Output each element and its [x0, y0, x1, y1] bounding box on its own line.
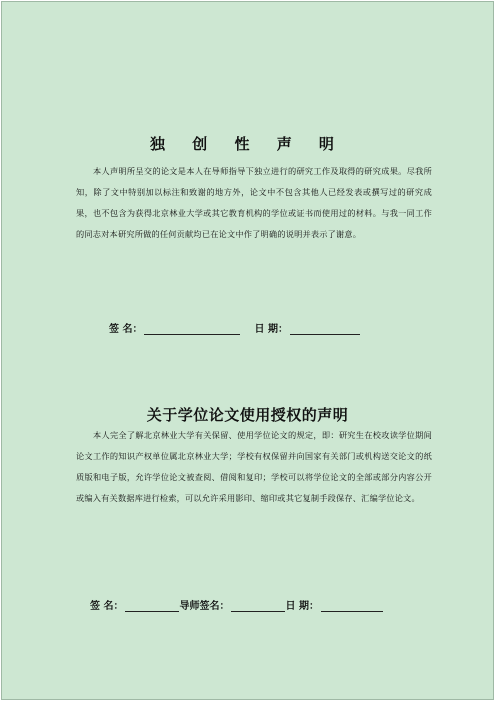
- authorization-statement-title: 关于学位论文使用授权的声明: [146, 406, 349, 424]
- signature-label: 签 名：: [109, 324, 143, 335]
- signature-line[interactable]: [125, 599, 179, 612]
- originality-statement-title: 独 创 性 声 明: [150, 135, 345, 153]
- originality-statement-body: 本人声明所呈交的论文是本人在导师指导下独立进行的研究工作及取得的研究成果。尽我所知，除了文中特别加以标注和致谢的地方外，论文中不包含其他人已经发表或撰写过的研究成果，也不包含为获得北京林业大学或其它教育机构的学位或证书而使用过的材料。与我一同工作的同志对本研究所做的任何贡献均已在论文中作了明确的说明并表示了谢意。: [76, 166, 432, 239]
- date-label: 日 期：: [285, 601, 319, 612]
- advisor-signature-label: 导师签名：: [179, 601, 230, 612]
- signature-label: 签 名：: [90, 601, 124, 612]
- date-label: 日 期：: [254, 324, 288, 335]
- originality-signature-row: [109, 320, 360, 335]
- signature-line[interactable]: [144, 322, 240, 335]
- advisor-signature-line[interactable]: [231, 599, 285, 612]
- authorization-signature-row: [90, 597, 383, 612]
- authorization-statement-body: 本人完全了解北京林业大学有关保留、使用学位论文的规定，即：研究生在校攻读学位期间论文工作的知识产权单位属北京林业大学；学校有权保留并向国家有关部门或机构送交论文的纸质版和电子版，允许学位论文被查阅、借阅和复印；学校可以将学位论文的全部或部分内容公开或编入有关数据库进行检索，可以允许采用影印、缩印或其它复制手段保存、汇编学位论文。: [76, 430, 432, 503]
- date-line[interactable]: [321, 599, 383, 612]
- date-line[interactable]: [290, 322, 360, 335]
- document-page: [1, 1, 494, 700]
